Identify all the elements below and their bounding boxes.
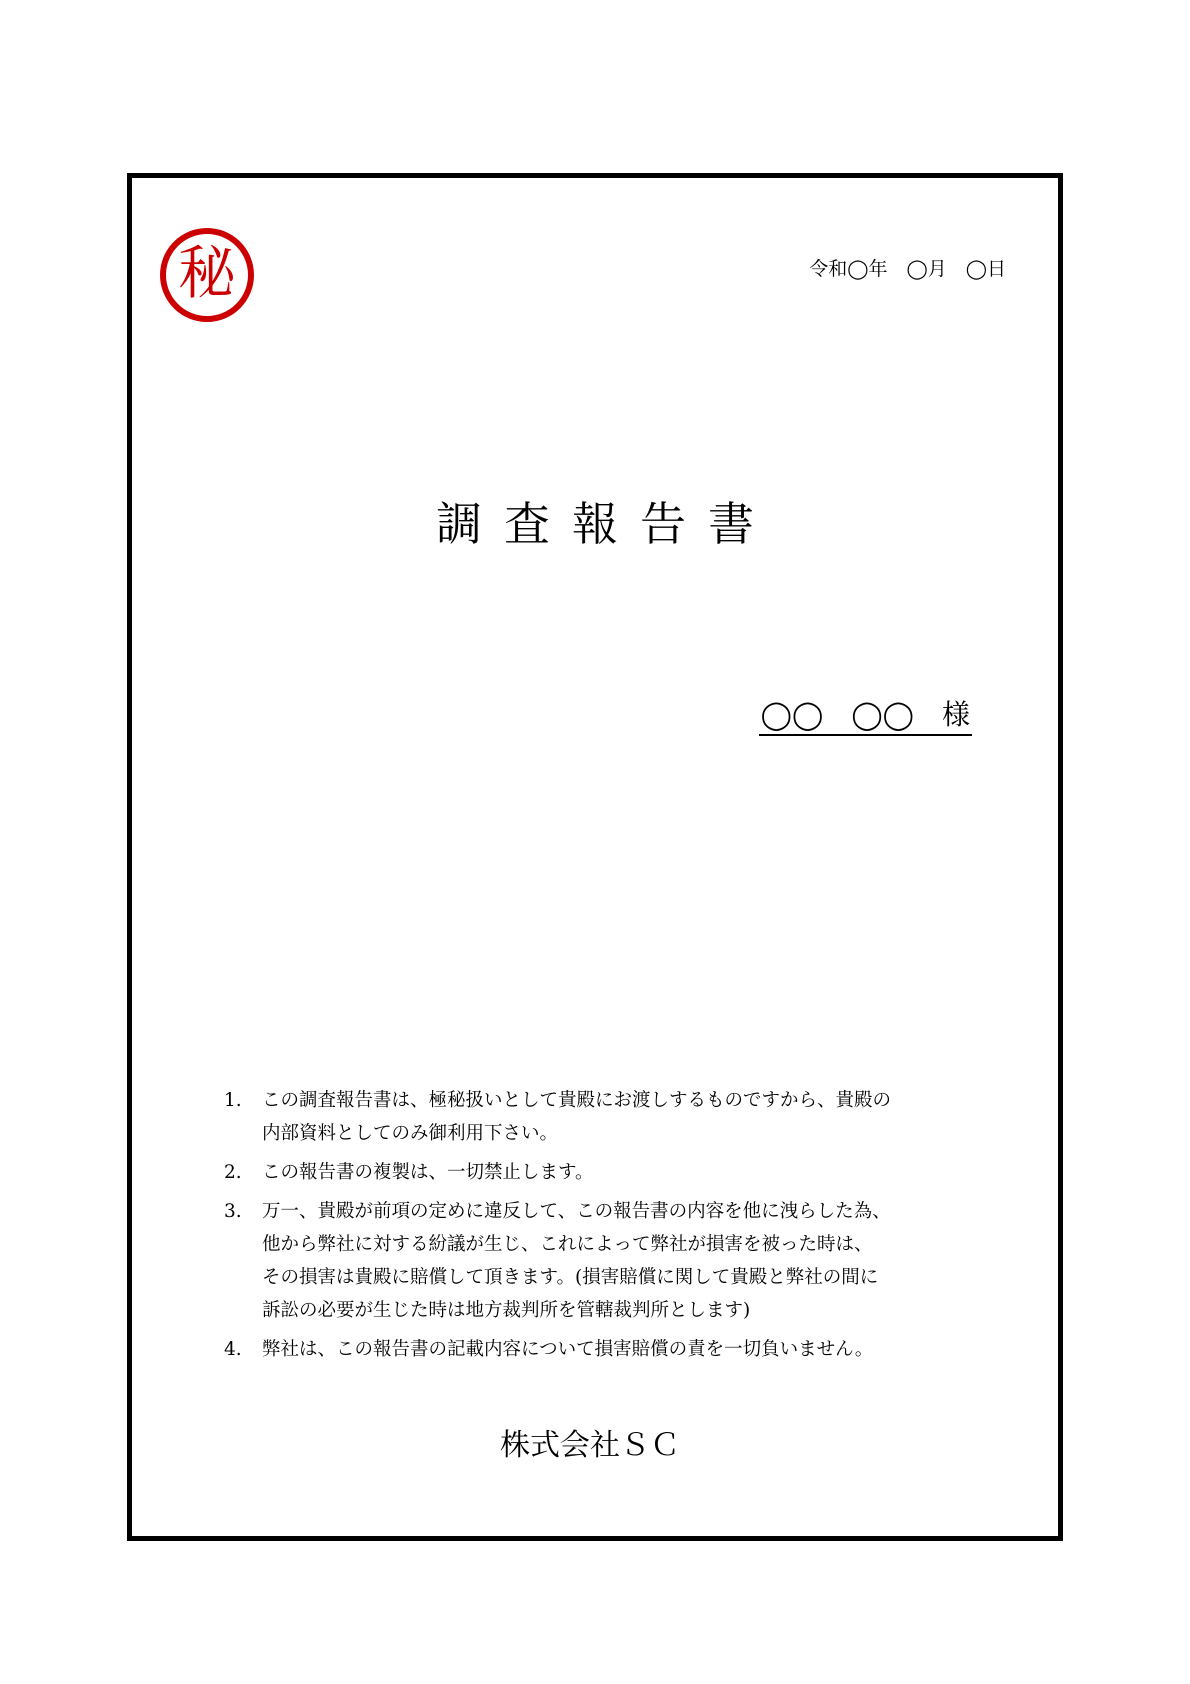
note-number: 1. <box>224 1090 242 1111</box>
note-text: 弊社は、この報告書の記載内容について損害賠償の責を一切負いません。 <box>262 1339 874 1360</box>
recipient-name: ◯◯ ◯◯ 様 <box>759 698 972 736</box>
company-name: 株式会社ＳＣ <box>500 1428 680 1463</box>
note-number: 4. <box>224 1339 242 1360</box>
document-title: 調査報告書 <box>436 497 776 551</box>
document-date: 令和◯年 ◯月 ◯日 <box>809 258 1006 280</box>
note-text: 万一、貴殿が前項の定めに違反して、この報告書の内容を他に洩らした為、 他から弊社に対する紛議が生じ、これによって弊社が損害を被った時は、 その損害は貴殿に賠償して頂きます。(損害賠償に関して貴殿と弊社の間に 訴訟の必要が生じた時は地方裁判所を管轄裁判所とします) <box>262 1201 891 1321</box>
note-text: この調査報告書は、極秘扱いとして貴殿にお渡しするものですから、貴殿の 内部資料としてのみ御利用下さい。 <box>262 1090 892 1144</box>
notes-list <box>224 1084 984 1372</box>
list-item <box>224 1195 984 1327</box>
note-text: この報告書の複製は、一切禁止します。 <box>262 1162 594 1183</box>
list-item <box>224 1156 984 1189</box>
confidential-stamp <box>160 228 254 322</box>
note-number: 3. <box>224 1201 242 1222</box>
note-number: 2. <box>224 1162 242 1183</box>
confidential-stamp-char: 秘 <box>177 239 236 307</box>
list-item <box>224 1084 984 1150</box>
list-item <box>224 1333 984 1366</box>
